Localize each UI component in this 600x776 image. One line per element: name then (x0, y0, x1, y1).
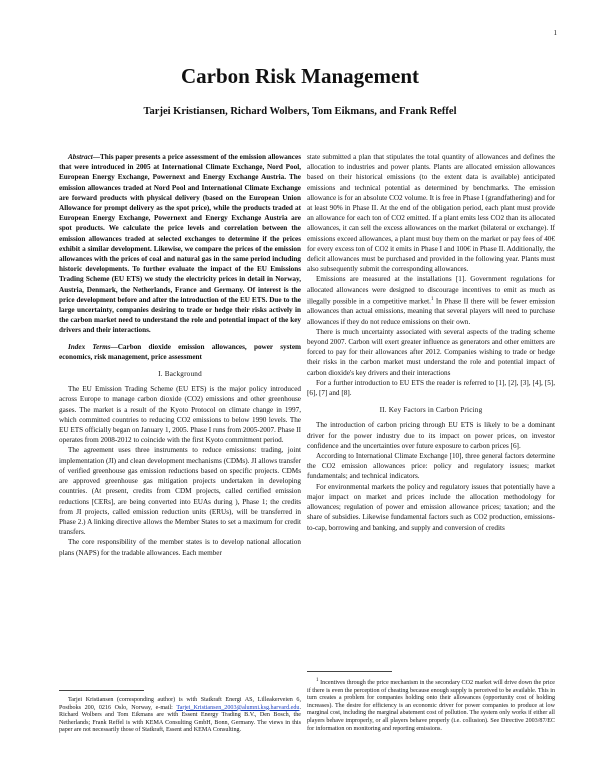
body-paragraph: For a further introduction to EU ETS the reader is referred to [1], [2], [3], [4], [5], [6], [7] and [8]. (307, 378, 555, 398)
section-heading-key-factors: II. Key Factors in Carbon Pricing (379, 406, 483, 415)
footnote-text: Tarjei Kristiansen (corresponding author) is with Statkraft Energi AS, Lilleakerveien 6, Postboks 200, 0216 Oslo, Norway, e-mail: (59, 697, 301, 711)
index-terms (59, 342, 301, 362)
body-paragraph: According to International Climate Exchange [10], three general factors determine the CO2 emission allowances price: policy and regulatory issues; market fundamentals; and technical indicators. (307, 452, 555, 481)
author-footnote (59, 697, 301, 735)
author-list: Tarjei Kristiansen, Richard Wolbers, Tom Eikmans, and Frank Reffel (143, 106, 457, 117)
index-terms-text: —Carbon dioxide emission allowances, power system economics, risk management, price assessment (59, 342, 301, 361)
footnote-text: . Richard Wolbers and Tom Eikmans are with Essent Energy Trading B.V., Den Bosch, the Netherlands; Frank Reffel is with KEMA Consulting GmbH, Bonn, Germany. The views in this paper are not necessarily those of Statkraft, Essent and KEMA Consulting. (59, 704, 301, 734)
body-paragraph: state submitted a plan that stipulates the total quantity of allowances and defines the allocation to industries and power plants. Plants are allocated emission allowances based on their historical emissions (to the extent data is available) anticipated emissions and technical potential as determined by benchmarks. The emission allowance is for an absolute CO2 volume. It is free in Phase I (grandfathering) and for at least 90% in Phase II. At the end of the obligation period, each plant must provide an allowance for each ton of CO2 emitted. If a plant emits less CO2 than its allocated allowances, it can sell the excess allowances on the market (bilateral or exchange). If emissions exceed allowances, a plant must buy them on the market or pay fees of 40€ for every excess ton of CO2 it emits in Phase I and 100€ in Phase II. Additionally, the deficit allowances must be purchased and provided in the following year. Plants must also subsequently submit the corresponding allowances. (307, 153, 555, 274)
footnote-text: Incentives through the price mechanism in the secondary CO2 market will drive down the price if there is even the perception of cheating because enough supply is perceived to be available. This in turn creates a problem for companies holding onto their allowances (opportunity cost of holding increases). The desire for efficiency is an economic driver for power companies to produce at low marginal cost, including the marginal abatement cost of pollution. The system only works if either all players behave improperly, or all players behave properly (i.e. collusion). See Directive 2003/87/EC for information on monitoring and reporting emissions. (307, 680, 555, 732)
abstract-label: Abstract (68, 153, 93, 161)
paragraph-text: In Phase II there will be fewer emission allowances than actual emissions, meaning that several players will need to purchase allowances if they do not reduce emissions on their own. (307, 297, 555, 326)
body-paragraph: There is much uncertainty associated with several aspects of the trading scheme beyond 2007. Carbon will exert greater influence as generators and other emitters are forced to pay for their allowances after 2012. Companies wishing to trade or hedge their risks in the carbon market must understand the role and potential impact of carbon dioxide's key drivers and their interactions (307, 327, 555, 377)
body-paragraph: The agreement uses three instruments to reduce emissions: trading, joint implementation (JI) and clean development mechanisms (CDMs). JI allows transfer of verified greenhouse gas emission reductions based on specific projects. CDMs are approved greenhouse gas mitigation projects undertaken in developing countries. (At present, credits from CDM projects, called certified emission reductions [CERs], are being converted into EUAs during ), Phase 1; the credits from JI projects, called emission reduction units (ERUs), will be transferred in Phase 2.) A linking directive allows the Member States to set a maximum for credit transfers. (59, 446, 301, 537)
footnote-divider (59, 690, 144, 691)
index-terms-label: Index Terms (68, 342, 111, 351)
abstract-text: —This paper presents a price assessment of the emission allowances that were introduced in 2005 at International Climate Exchange, Nord Pool, European Energy Exchange, Powernext and Energy Exchange Austria. The emission allowances traded at Nord Pool and International Climate Exchange are forward products with physical delivery (based on the European Union Allowance for prompt delivery as the spot price), while the products traded at European Energy Exchange, Powernext and Energy Exchange Austria are spot products. We calculate the price levels and correlation between the emission allowances traded at selected exchanges to determine if the prices exhibit a similar development. Likewise, we compare the prices of the emission allowances with the prices of coal and natural gas in the same period including historic developments. To further evaluate the impact of the EU Emissions Trading Scheme (EU ETS) we study the electricity prices in detail in Norway, Austria, Denmark, the Netherlands, France and Germany. Of interest is the price development before and after the introduction of the EU ETS. Due to the large uncertainty, companies desiring to trade or hedge their risks actively in the carbon market need to understand the role and potential impact of the key drivers and their interactions. (59, 153, 301, 335)
body-paragraph: For environmental markets the policy and regulatory issues that potentially have a major impact on market and prices include the allocation methodology for allowances; regulation of power and emission allowance prices; taxation; and the share of subsidies. Likewise fundamental factors such as CO2 production, emissions-to-cap, borrowing and banking, and supply and conversion of credits (307, 482, 555, 532)
footnote-1 (307, 677, 555, 733)
body-paragraph (307, 274, 555, 326)
author-email-link[interactable]: Tarjei_Kristiansen_2003@alumni.ksg.harvard.edu (176, 704, 300, 711)
footnote-divider (307, 671, 392, 672)
right-column (307, 152, 555, 533)
body-paragraph: The EU Emission Trading Scheme (EU ETS) is the major policy introduced across Europe to manage carbon dioxide (CO2) emissions and other greenhouse gases. The market is a result of the Kyoto Protocol on climate change in 1997, which committed countries to reducing CO2 emissions to below 1990 levels. The EU ETS officially began on January 1, 2005. Phase I runs from 2005-2007. Phase II operates from 2008-2012 to coincide with the first Kyoto commitment period. (59, 385, 301, 445)
abstract (59, 152, 301, 336)
body-paragraph: The introduction of carbon pricing through EU ETS is likely to be a dominant driver for the power industry due to its impact on power prices, on investor confidence and the uncertainties over future exposure to carbon prices [6]. (307, 421, 555, 450)
section-heading-background: I. Background (158, 370, 202, 379)
footnote-mark: 1 (430, 296, 434, 302)
paragraph-text: Emissions are measured at the installations [1]. Government regulations for allocated allowances were designed to discourage incentives to emit as much as illegally possible in a competitive market. (307, 275, 555, 306)
body-paragraph: The core responsibility of the member states is to develop national allocation plans (NAPS) for the tradable allowances. Each member (59, 538, 301, 557)
left-column (59, 152, 301, 558)
page-number: 1 (553, 29, 557, 37)
footnote-mark: 1 (316, 678, 319, 683)
paper-title: Carbon Risk Management (180, 64, 419, 88)
